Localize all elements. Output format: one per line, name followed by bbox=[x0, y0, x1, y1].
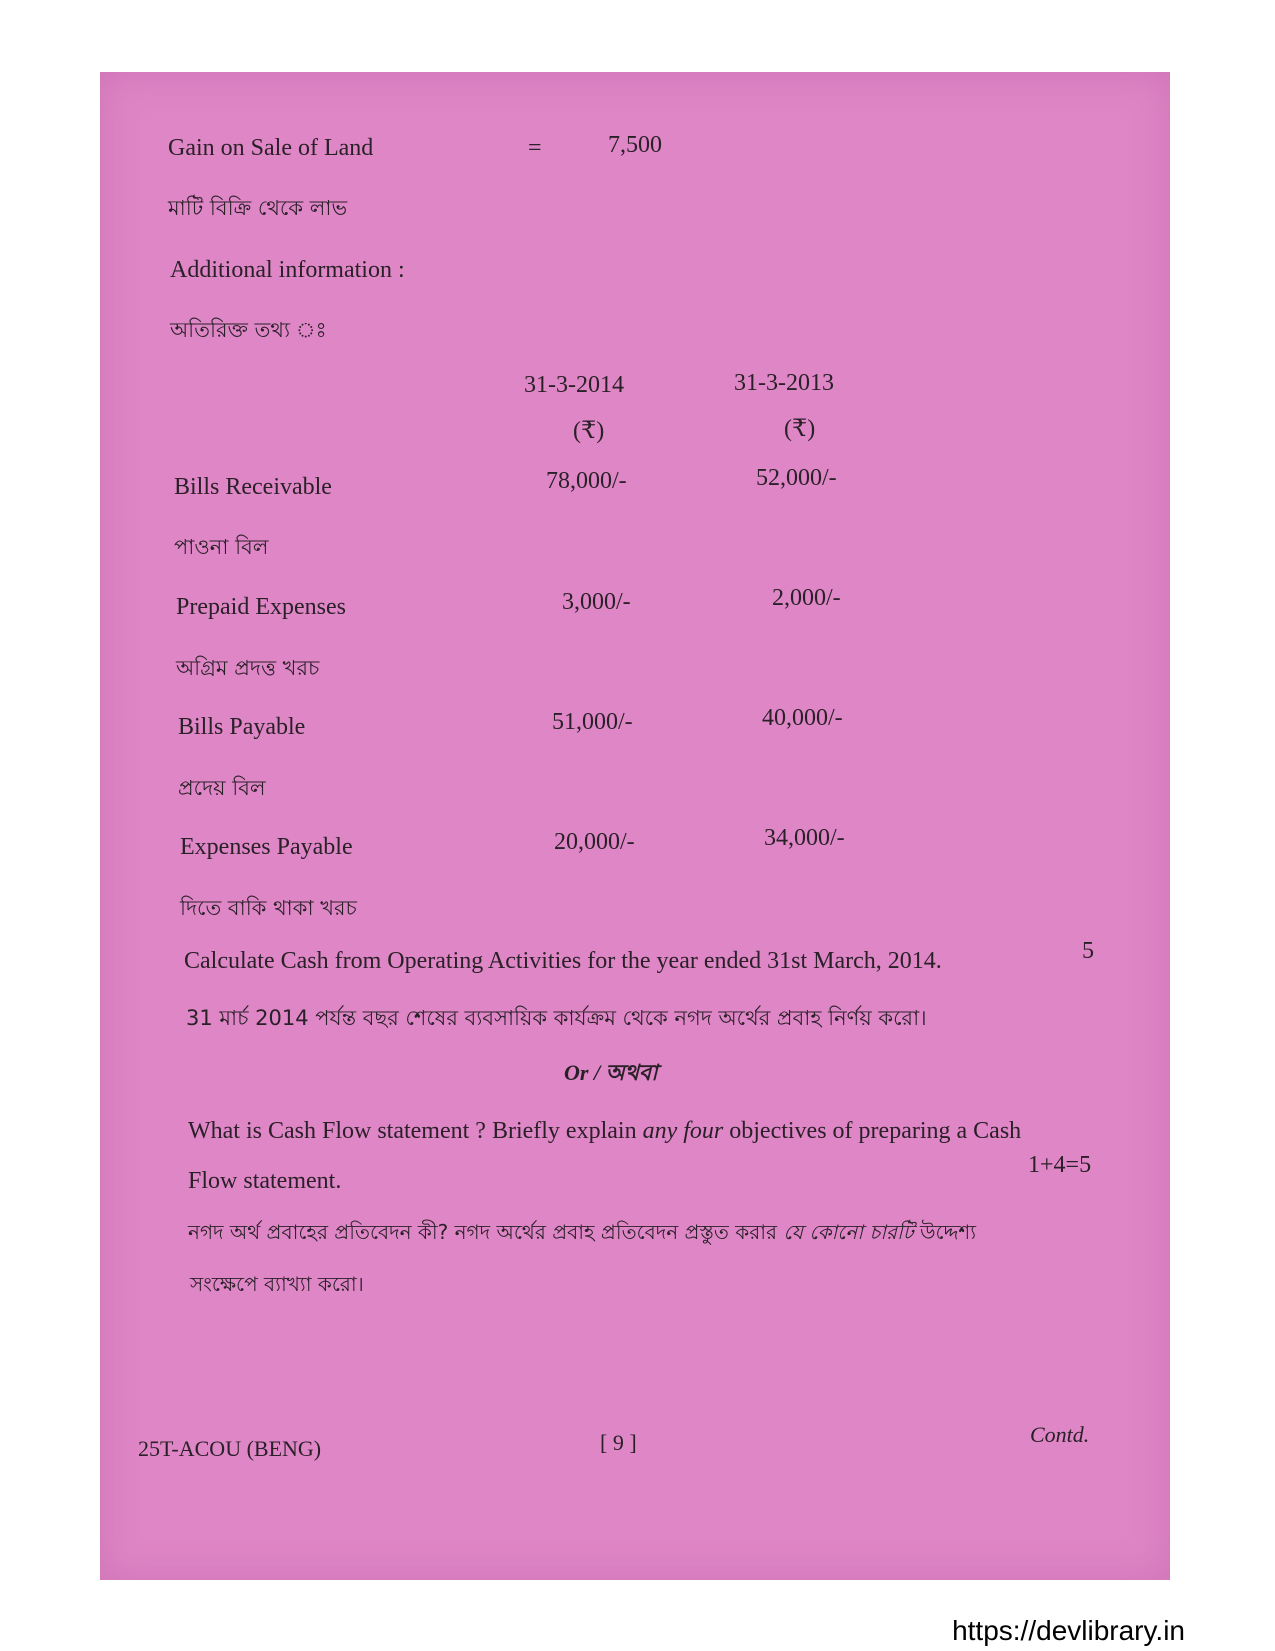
row-value-2013: 2,000/- bbox=[772, 585, 841, 611]
row-value-2013: 52,000/- bbox=[756, 465, 837, 491]
question1-text-bn: 31 মার্চ 2014 পর্যন্ত বছর শেষের ব্যবসায়িক কার্যক্রম থেকে নগদ অর্থের প্রবাহ নির্ণয় করো। bbox=[186, 1006, 927, 1030]
paper-code: 25T-ACOU (BENG) bbox=[138, 1436, 322, 1461]
col-header-2014: 31-3-2014 bbox=[524, 372, 624, 398]
question2-text-b: objectives of preparing a Cash bbox=[723, 1118, 1022, 1144]
col-unit-2014: (₹) bbox=[573, 418, 605, 444]
gain-label: Gain on Sale of Land bbox=[168, 135, 374, 161]
row-label-bills-receivable: Bills Receivable bbox=[174, 474, 332, 500]
question1-text: Calculate Cash from Operating Activities for the year ended 31st March, 2014. bbox=[184, 948, 942, 974]
question2-bn-line2: সংক্ষেপে ব্যাখ্যা করো। bbox=[190, 1272, 364, 1296]
col-header-2013: 31-3-2013 bbox=[734, 370, 834, 396]
row-value-2013: 34,000/- bbox=[764, 825, 845, 851]
additional-info-heading-bn: অতিরিক্ত তথ্য ঃ bbox=[170, 318, 327, 342]
watermark-url: https://devlibrary.in bbox=[952, 1615, 1185, 1646]
question2-line1 bbox=[188, 1118, 1021, 1145]
contd-label: Contd. bbox=[1030, 1422, 1090, 1447]
question2-bn-line1 bbox=[188, 1218, 976, 1251]
or-separator: Or / অথবা bbox=[564, 1060, 658, 1085]
page-number: [ 9 ] bbox=[600, 1430, 637, 1455]
row-label-prepaid-expenses: Prepaid Expenses bbox=[176, 594, 346, 620]
row-label-bills-payable: Bills Payable bbox=[178, 714, 306, 740]
question2-text-a: What is Cash Flow statement ? Briefly explain bbox=[188, 1118, 643, 1144]
row-label-bn: পাওনা বিল bbox=[174, 535, 269, 559]
question2-marks: 1+4=5 bbox=[1028, 1152, 1092, 1178]
row-label-bn: দিতে বাকি থাকা খরচ bbox=[180, 896, 357, 920]
row-label-bn: প্রদেয় বিল bbox=[178, 776, 266, 800]
question2-bn-text-b: উদ্দেশ্য bbox=[913, 1220, 977, 1244]
row-value-2013: 40,000/- bbox=[762, 705, 843, 731]
question2-bn-emphasis: যে কোনো চারটি bbox=[783, 1220, 914, 1244]
gain-value: 7,500 bbox=[608, 132, 662, 158]
question2-line2: Flow statement. bbox=[188, 1168, 342, 1194]
exam-page bbox=[100, 72, 1170, 1580]
question2-bn-text-a: নগদ অর্থ প্রবাহের প্রতিবেদন কী? নগদ অর্থের প্রবাহ প্রতিবেদন প্রস্তুত করার bbox=[188, 1220, 784, 1244]
question2-emphasis: any four bbox=[642, 1118, 724, 1144]
additional-info-heading: Additional information : bbox=[170, 257, 405, 283]
col-unit-2013: (₹) bbox=[784, 416, 816, 442]
gain-label-bn: মাটি বিক্রি থেকে লাভ bbox=[168, 196, 348, 220]
question1-marks: 5 bbox=[1082, 938, 1094, 964]
row-value-2014: 20,000/- bbox=[554, 829, 635, 855]
row-label-expenses-payable: Expenses Payable bbox=[180, 834, 353, 860]
row-value-2014: 51,000/- bbox=[552, 709, 633, 735]
row-label-bn: অগ্রিম প্রদত্ত খরচ bbox=[176, 656, 320, 680]
row-value-2014: 3,000/- bbox=[562, 589, 631, 615]
gain-equals: = bbox=[528, 135, 542, 161]
row-value-2014: 78,000/- bbox=[546, 468, 627, 494]
